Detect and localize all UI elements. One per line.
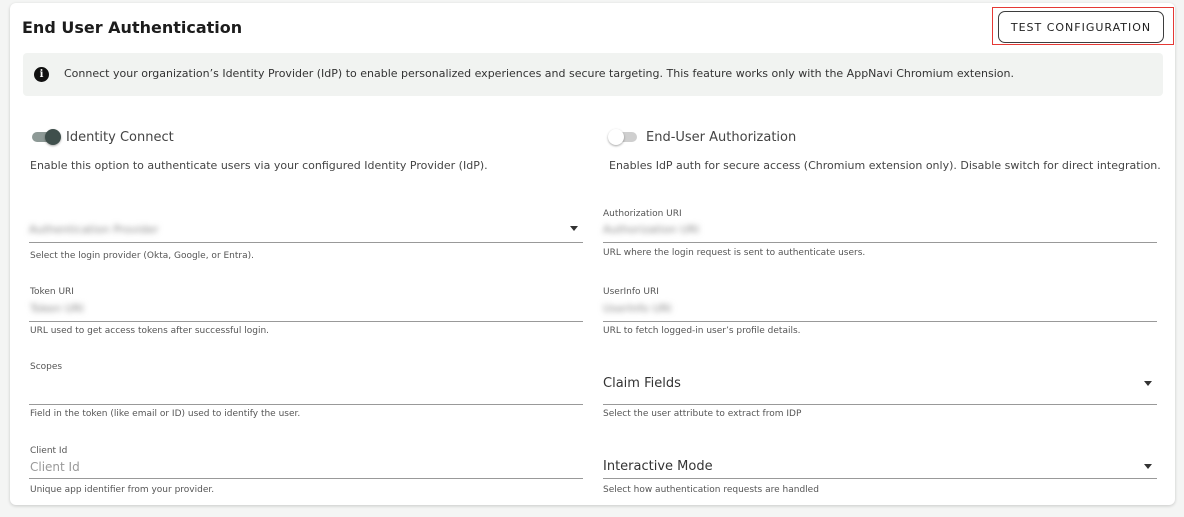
claim-fields-help: Select the user attribute to extract from IDP <box>603 409 802 419</box>
field-underline <box>29 478 583 479</box>
auth-provider-value: Authentication Provider <box>29 223 159 236</box>
identity-connect-label: Identity Connect <box>66 130 174 145</box>
page-title: End User Authentication <box>22 18 243 37</box>
chevron-down-icon <box>1144 381 1152 386</box>
client-id-label: Client Id <box>30 446 68 456</box>
auth-provider-select[interactable] <box>29 215 583 243</box>
token-uri-label: Token URI <box>30 287 74 297</box>
authorization-uri-label: Authorization URI <box>603 209 682 219</box>
toggle-knob <box>45 129 61 145</box>
field-underline <box>603 321 1157 322</box>
token-uri-input[interactable]: Token URI <box>30 302 84 315</box>
info-banner <box>23 53 1163 96</box>
scopes-help: Field in the token (like email or ID) used to identify the user. <box>30 409 301 419</box>
field-underline <box>603 478 1157 479</box>
userinfo-uri-help: URL to fetch logged-in user’s profile details. <box>603 326 801 336</box>
scopes-label: Scopes <box>30 362 63 372</box>
client-id-help: Unique app identifier from your provider. <box>30 485 215 495</box>
claim-fields-value: Claim Fields <box>603 376 681 391</box>
field-underline <box>603 242 1157 243</box>
interactive-mode-value: Interactive Mode <box>603 459 713 474</box>
identity-connect-toggle[interactable] <box>32 129 60 145</box>
scopes-input[interactable] <box>30 380 582 400</box>
auth-provider-help: Select the login provider (Okta, Google, or Entra). <box>30 251 255 261</box>
info-icon: i <box>34 67 49 82</box>
end-user-authorization-description: Enables IdP auth for secure access (Chromium extension only). Disable switch for direct integration. <box>609 159 1161 172</box>
end-user-authorization-label: End-User Authorization <box>646 130 797 145</box>
field-underline <box>603 404 1157 405</box>
chevron-down-icon <box>570 226 578 231</box>
token-uri-help: URL used to get access tokens after successful login. <box>30 326 270 336</box>
userinfo-uri-label: UserInfo URI <box>603 287 659 297</box>
authorization-uri-input[interactable]: Authorization URI <box>603 223 700 236</box>
field-underline <box>29 321 583 322</box>
interactive-mode-select[interactable] <box>603 454 1157 478</box>
field-underline <box>29 242 583 243</box>
end-user-authorization-toggle[interactable] <box>609 129 637 145</box>
toggle-knob <box>608 129 624 145</box>
interactive-mode-help: Select how authentication requests are handled <box>603 485 819 495</box>
claim-fields-select[interactable] <box>603 370 1157 402</box>
client-id-input[interactable] <box>30 458 582 476</box>
field-underline <box>29 404 583 405</box>
chevron-down-icon <box>1144 464 1152 469</box>
test-configuration-button[interactable]: TEST CONFIGURATION <box>998 11 1164 43</box>
identity-connect-description: Enable this option to authenticate users via your configured Identity Provider (IdP). <box>30 159 488 172</box>
info-text: Connect your organization’s Identity Provider (IdP) to enable personalized experiences and secure targeting. This feature works only with the AppNavi Chromium extension. <box>64 67 1014 80</box>
authorization-uri-help: URL where the login request is sent to authenticate users. <box>603 248 866 258</box>
userinfo-uri-input[interactable]: UserInfo URI <box>603 302 672 315</box>
